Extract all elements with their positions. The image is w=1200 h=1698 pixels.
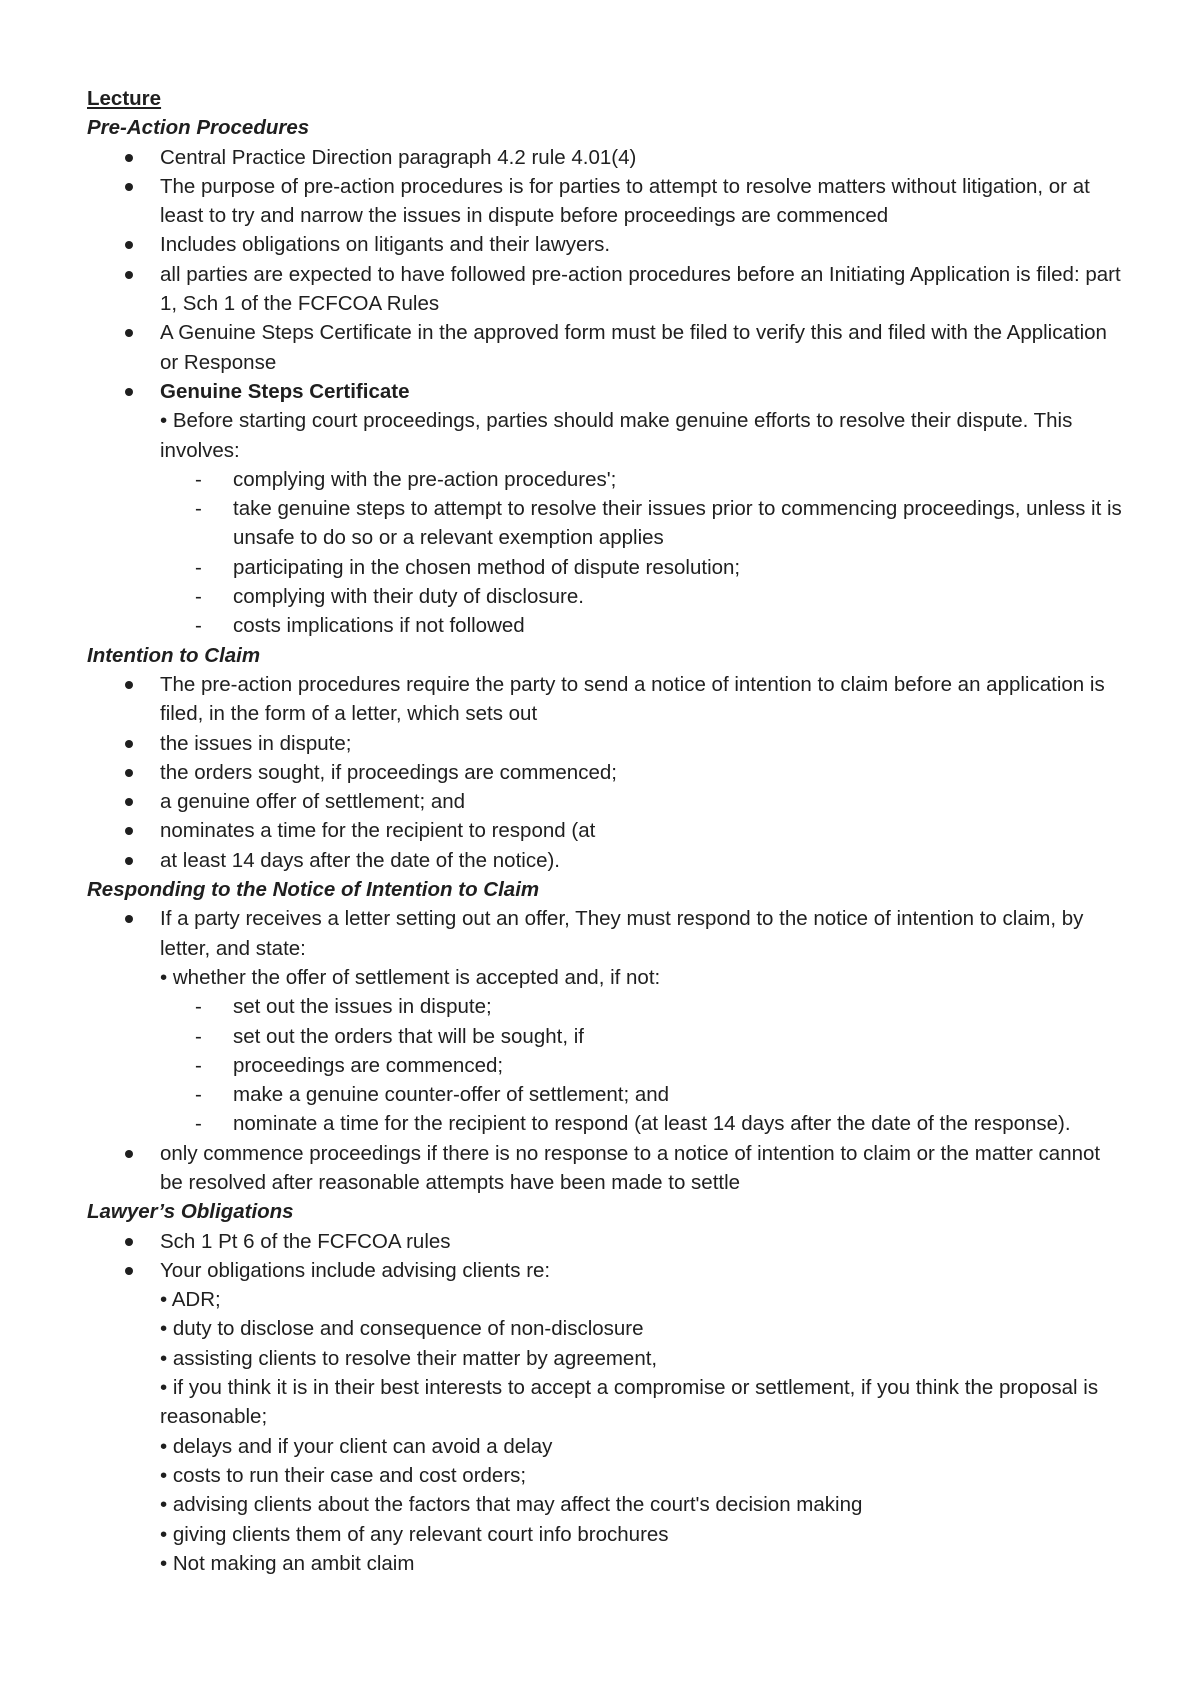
- intention-list: [87, 670, 1127, 875]
- responding-bullet-text: If a party receives a letter setting out an offer, They must respond to the notice of intention to claim, by letter, and state:: [160, 907, 1084, 960]
- list-item: The purpose of pre-action procedures is for parties to attempt to resolve matters without litigation, or at least to try and narrow the issues in dispute before proceedings are commenced: [87, 172, 1127, 231]
- dash-item: - complying with the pre-action procedures';: [160, 465, 1127, 494]
- dash-item: - participating in the chosen method of dispute resolution;: [160, 553, 1127, 582]
- list-item: Sch 1 Pt 6 of the FCFCOA rules: [87, 1227, 1127, 1256]
- section-heading-responding: Responding to the Notice of Intention to Claim: [87, 878, 540, 902]
- pre-action-list: [87, 143, 1127, 641]
- lawyer-list: [87, 1227, 1127, 1579]
- genuine-steps-list: [160, 465, 1127, 641]
- dash-item: - make a genuine counter-offer of settlement; and: [160, 1080, 1127, 1109]
- list-item: The pre-action procedures require the party to send a notice of intention to claim before an application is filed, in the form of a letter, which sets out: [87, 670, 1127, 729]
- dash-item: - nominate a time for the recipient to respond (at least 14 days after the date of the response).: [160, 1109, 1127, 1138]
- list-item: nominates a time for the recipient to respond (at: [87, 816, 1127, 845]
- lawyer-bullet-text: Your obligations include advising clients re:: [160, 1258, 551, 1282]
- lawyer-sub-item: • duty to disclose and consequence of non-disclosure: [160, 1317, 644, 1341]
- responding-sub-intro: • whether the offer of settlement is accepted and, if not:: [160, 965, 661, 989]
- list-item: A Genuine Steps Certificate in the approved form must be filed to verify this and filed with the Application or Response: [87, 318, 1127, 377]
- list-item: [87, 904, 1127, 1138]
- dash-item: - complying with their duty of disclosure.: [160, 582, 1127, 611]
- list-item: Central Practice Direction paragraph 4.2 rule 4.01(4): [87, 143, 1127, 172]
- list-item: [87, 1256, 1127, 1578]
- list-item: the issues in dispute;: [87, 729, 1127, 758]
- lawyer-sub-item: • advising clients about the factors that may affect the court's decision making: [160, 1493, 863, 1517]
- lawyer-sub-item: • delays and if your client can avoid a delay: [160, 1434, 553, 1458]
- section-heading-lawyer: Lawyer’s Obligations: [87, 1200, 294, 1224]
- list-item: a genuine offer of settlement; and: [87, 787, 1127, 816]
- list-item: all parties are expected to have followed pre-action procedures before an Initiating Application is filed: part 1, Sch 1 of the FCFCOA Rules: [87, 260, 1127, 319]
- section-heading-intention: Intention to Claim: [87, 643, 261, 667]
- list-item: at least 14 days after the date of the notice).: [87, 846, 1127, 875]
- lawyer-sub-item: • costs to run their case and cost orders;: [160, 1463, 527, 1487]
- genuine-steps-intro: • Before starting court proceedings, parties should make genuine efforts to resolve their dispute. This involves:: [160, 409, 1073, 462]
- document-page: [87, 84, 1127, 1578]
- list-item-genuine-steps: [87, 377, 1127, 641]
- responding-dash-list: [160, 992, 1127, 1138]
- lawyer-sub-item: • assisting clients to resolve their matter by agreement,: [160, 1346, 658, 1370]
- dash-item: - costs implications if not followed: [160, 611, 1127, 640]
- dash-item: - set out the issues in dispute;: [160, 992, 1127, 1021]
- lawyer-sub-item: • Not making an ambit claim: [160, 1551, 415, 1575]
- lawyer-sub-item: • if you think it is in their best interests to accept a compromise or settlement, if you think the proposal is reasonable;: [160, 1376, 1099, 1429]
- lawyer-sub-item: • ADR;: [160, 1288, 221, 1312]
- genuine-steps-label: Genuine Steps Certificate: [160, 379, 410, 403]
- dash-item: - take genuine steps to attempt to resolve their issues prior to commencing proceedings, unless it is unsafe to do so or a relevant exemption applies: [160, 494, 1127, 553]
- list-item: only commence proceedings if there is no response to a notice of intention to claim or the matter cannot be resolved after reasonable attempts have been made to settle: [87, 1139, 1127, 1198]
- lawyer-sub-item: • giving clients them of any relevant court info brochures: [160, 1522, 669, 1546]
- section-heading-pre-action: Pre-Action Procedures: [87, 116, 310, 140]
- list-item: Includes obligations on litigants and their lawyers.: [87, 230, 1127, 259]
- responding-list: [87, 904, 1127, 1197]
- dash-item: - set out the orders that will be sought, if: [160, 1022, 1127, 1051]
- document-title: Lecture: [87, 87, 162, 110]
- dash-item: - proceedings are commenced;: [160, 1051, 1127, 1080]
- list-item: the orders sought, if proceedings are commenced;: [87, 758, 1127, 787]
